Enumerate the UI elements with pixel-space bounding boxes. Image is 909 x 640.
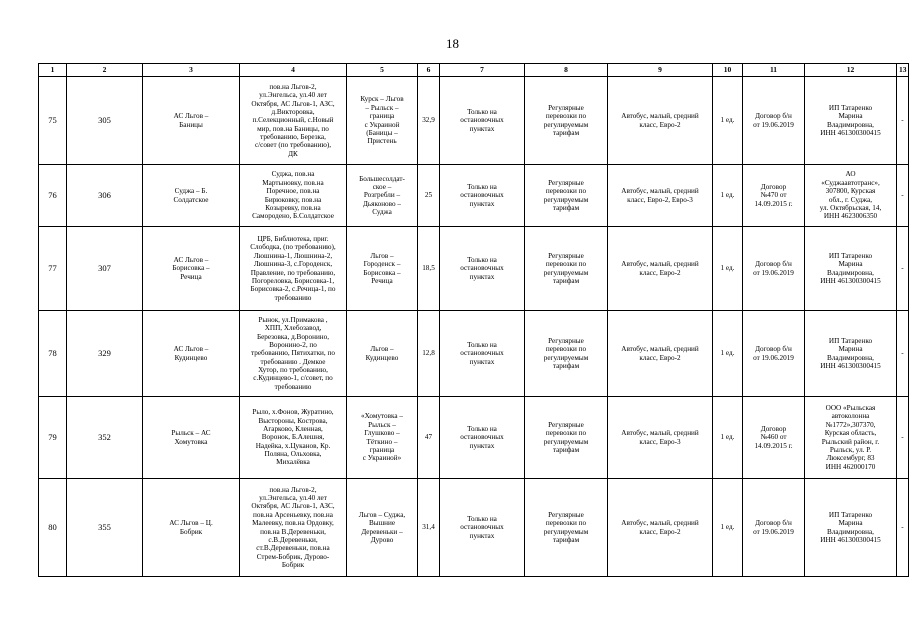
cell-carriage-type: Регулярные перевозки по регулируемым тарифам [525, 397, 608, 479]
cell-carriage-type: Регулярные перевозки по регулируемым тарифам [525, 479, 608, 577]
cell-stops: пов.на Льгов-2, ул.Энгельса, ул.40 лет Октября, АС Льгов-1, АЗС, д.Викторовка, п.Селекционный, с.Новый мир, пов.на Баницы, по требованию, Березка, с/совет (по требованию), ДК [240, 77, 347, 165]
cell-notes: - [897, 227, 909, 311]
cell-route-name: АС Льгов – Ц. Бобрик [143, 479, 240, 577]
cell-length-km: 31,4 [418, 479, 440, 577]
column-header: 11 [743, 64, 805, 77]
table-row [39, 227, 909, 311]
cell-route-number: 352 [67, 397, 143, 479]
cell-route-name: АС Льгов – Борисовка – Речица [143, 227, 240, 311]
cell-row-number: 75 [39, 77, 67, 165]
cell-vehicle-count: 1 ед. [713, 397, 743, 479]
cell-length-km: 18,5 [418, 227, 440, 311]
column-header: 6 [418, 64, 440, 77]
cell-contract: Договор №470 от 14.09.2015 г. [743, 165, 805, 227]
cell-boarding-order: Только на остановочных пунктах [440, 479, 525, 577]
cell-boarding-order: Только на остановочных пунктах [440, 165, 525, 227]
cell-vehicle-count: 1 ед. [713, 311, 743, 397]
cell-contract: Договор б/н от 19.06.2019 [743, 311, 805, 397]
cell-stops: Рынок, ул.Примакова , ХПП, Хлебозавод, Березовка, д.Воронино, Воронино-2, по требованию, Пятихатки, по требованию . Демкое Хутор, по требованию, с.Кудинцево-1, с/совет, по требованию [240, 311, 347, 397]
cell-carriage-type: Регулярные перевозки по регулируемым тарифам [525, 311, 608, 397]
cell-streets: Льгов – Кудинцево [347, 311, 418, 397]
cell-contract: Договор б/н от 19.06.2019 [743, 77, 805, 165]
cell-length-km: 12,8 [418, 311, 440, 397]
column-header: 4 [240, 64, 347, 77]
cell-length-km: 32,9 [418, 77, 440, 165]
cell-vehicle-class: Автобус, малый, средний класс, Евро-3 [608, 397, 713, 479]
cell-vehicle-class: Автобус, малый, средний класс, Евро-2, Евро-3 [608, 165, 713, 227]
table-row [39, 397, 909, 479]
column-header: 13 [897, 64, 909, 77]
cell-carriage-type: Регулярные перевозки по регулируемым тарифам [525, 77, 608, 165]
cell-row-number: 76 [39, 165, 67, 227]
cell-route-number: 305 [67, 77, 143, 165]
cell-streets: Льгов – Суджа, Вышние Деревеньки – Дурово [347, 479, 418, 577]
cell-carriage-type: Регулярные перевозки по регулируемым тарифам [525, 227, 608, 311]
cell-vehicle-class: Автобус, малый, средний класс, Евро-2 [608, 479, 713, 577]
cell-boarding-order: Только на остановочных пунктах [440, 397, 525, 479]
cell-contract: Договор №460 от 14.09.2015 г. [743, 397, 805, 479]
cell-contract: Договор б/н от 19.06.2019 [743, 227, 805, 311]
cell-vehicle-count: 1 ед. [713, 227, 743, 311]
table-row [39, 77, 909, 165]
table-row [39, 311, 909, 397]
cell-boarding-order: Только на остановочных пунктах [440, 311, 525, 397]
column-header: 7 [440, 64, 525, 77]
cell-boarding-order: Только на остановочных пунктах [440, 227, 525, 311]
cell-route-number: 329 [67, 311, 143, 397]
cell-streets: «Хомутовка – Рыльск – Глушково – Тёткино – граница с Украиной» [347, 397, 418, 479]
table-header-row [39, 64, 909, 77]
cell-carrier: ИП Татаренко Марина Владимировна, ИНН 461300300415 [805, 479, 897, 577]
column-header: 3 [143, 64, 240, 77]
cell-route-name: Суджа – Б. Солдатское [143, 165, 240, 227]
cell-boarding-order: Только на остановочных пунктах [440, 77, 525, 165]
cell-notes: - [897, 397, 909, 479]
page-number: 18 [446, 36, 459, 51]
column-header: 8 [525, 64, 608, 77]
table-row [39, 165, 909, 227]
cell-notes: - [897, 77, 909, 165]
cell-streets: Курск – Льгов – Рыльск – граница с Украиной (Баницы – Пристень [347, 77, 418, 165]
column-header: 1 [39, 64, 67, 77]
cell-stops: Рыло, х.Фонов, Журатино, Выстороны, Кострова, Агарково, Кленная, Воронок, Б.Алешня, Надейка, х.Цуканов, Кр. Поляна, Ольховка, Михалёвка [240, 397, 347, 479]
cell-contract: Договор б/н от 19.06.2019 [743, 479, 805, 577]
cell-carrier: ИП Татаренко Марина Владимировна, ИНН 461300300415 [805, 311, 897, 397]
cell-notes: - [897, 311, 909, 397]
routes-table [38, 63, 909, 577]
cell-length-km: 47 [418, 397, 440, 479]
cell-carriage-type: Регулярные перевозки по регулируемым тарифам [525, 165, 608, 227]
cell-vehicle-class: Автобус, малый, средний класс, Евро-2 [608, 77, 713, 165]
table-row [39, 479, 909, 577]
cell-carrier: АО «Суджаавтотранс», 307800, Курская обл., г. Суджа, ул. Октябрьская, 14, ИНН 4623006350 [805, 165, 897, 227]
cell-route-name: АС Льгов – Баницы [143, 77, 240, 165]
cell-vehicle-class: Автобус, малый, средний класс, Евро-2 [608, 311, 713, 397]
cell-vehicle-count: 1 ед. [713, 479, 743, 577]
cell-route-number: 355 [67, 479, 143, 577]
cell-vehicle-count: 1 ед. [713, 165, 743, 227]
cell-stops: ЦРБ, Библиотека, приг. Слободка, (по требованию), Люшнина-1, Люшнина-2, Люшнина-3, с.Городенск, Правление, по требованию, Погореловка, Борисовка-1, Борисовка-2, с.Речица-1, по требованию [240, 227, 347, 311]
cell-carrier: ИП Татаренко Марина Владимировна, ИНН 461300300415 [805, 227, 897, 311]
cell-row-number: 78 [39, 311, 67, 397]
cell-row-number: 80 [39, 479, 67, 577]
cell-streets: Льгов – Городенск – Борисовка – Речица [347, 227, 418, 311]
cell-vehicle-class: Автобус, малый, средний класс, Евро-2 [608, 227, 713, 311]
column-header: 12 [805, 64, 897, 77]
column-header: 9 [608, 64, 713, 77]
cell-route-number: 307 [67, 227, 143, 311]
cell-row-number: 77 [39, 227, 67, 311]
cell-stops: пов.на Льгов-2, ул.Энгельса, ул.40 лет Октября, АС Льгов-1, АЗС, пов.на Арсеньевку, пов.на Малеевку, пов.на Ордовку, пов.на В.Деревеньки, с.В.Деревеньки, ст.В.Деревеньки, пов.на Стрем-Бобрик, Дурово- Бобрик [240, 479, 347, 577]
cell-stops: Суджа, пов.на Мартыновку, пов.на Поречное, пов.на Бирюковку, пов.на Козыревку, пов.на Самородено, Б.Солдатское [240, 165, 347, 227]
cell-notes: - [897, 479, 909, 577]
cell-carrier: ИП Татаренко Марина Владимировна, ИНН 461300300415 [805, 77, 897, 165]
column-header: 2 [67, 64, 143, 77]
cell-notes: - [897, 165, 909, 227]
cell-streets: Большесолдат- ское – Розгребли – Дьяконово – Суджа [347, 165, 418, 227]
cell-route-name: Рыльск – АС Хомутовка [143, 397, 240, 479]
cell-route-number: 306 [67, 165, 143, 227]
cell-route-name: АС Льгов – Кудинцево [143, 311, 240, 397]
cell-row-number: 79 [39, 397, 67, 479]
cell-vehicle-count: 1 ед. [713, 77, 743, 165]
column-header: 5 [347, 64, 418, 77]
cell-carrier: ООО «Рыльская автоколонна №1772»,307370, Курская область, Рыльский район, г. Рыльск, ул. Р. Люксембург, 83 ИНН 462000170 [805, 397, 897, 479]
column-header: 10 [713, 64, 743, 77]
cell-length-km: 25 [418, 165, 440, 227]
